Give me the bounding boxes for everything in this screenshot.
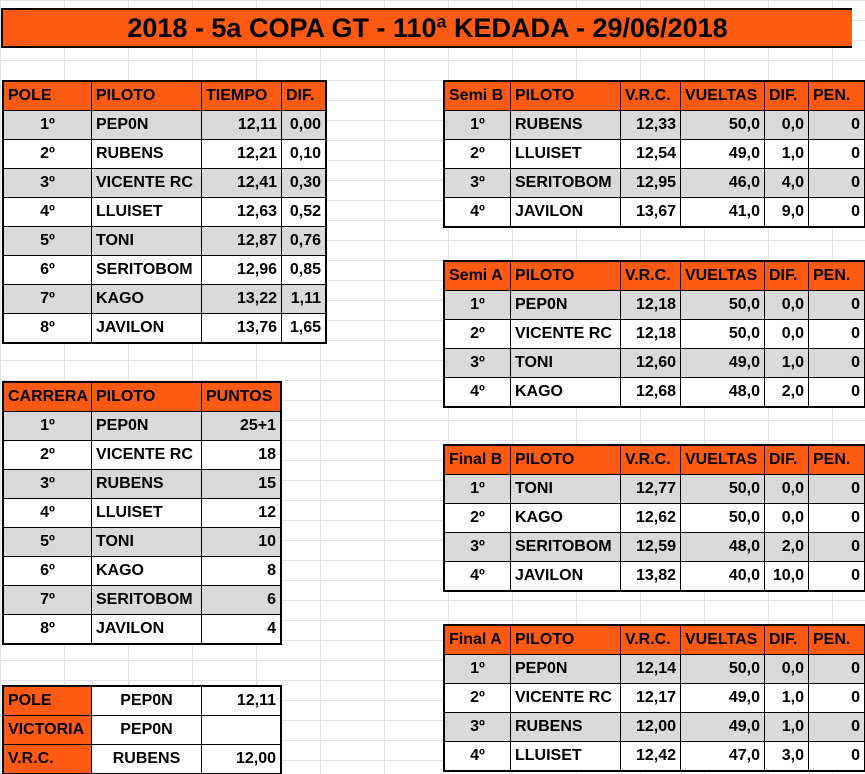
- table-row: [445, 140, 865, 169]
- column-header-laps: VUELTAS: [681, 626, 765, 655]
- cell-laps: 50,0: [681, 320, 765, 349]
- cell-vrc: 13,67: [621, 198, 681, 227]
- cell-diff: 0,10: [282, 140, 326, 169]
- cell-vrc: 12,95: [621, 169, 681, 198]
- summary-row: [4, 687, 281, 716]
- column-header-vrc: V.R.C.: [621, 262, 681, 291]
- cell-driver: PEP0N: [92, 412, 202, 441]
- header-row: [445, 82, 865, 111]
- cell-penalty: 0: [809, 475, 865, 504]
- cell-diff: 4,0: [765, 169, 809, 198]
- cell-time: 12,41: [202, 169, 282, 198]
- cell-laps: 49,0: [681, 713, 765, 742]
- cell-driver: RUBENS: [92, 470, 202, 499]
- cell-laps: 50,0: [681, 475, 765, 504]
- cell-driver: TONI: [511, 349, 621, 378]
- cell-laps: 50,0: [681, 111, 765, 140]
- cell-vrc: 12,17: [621, 684, 681, 713]
- column-header-position: POLE: [4, 82, 92, 111]
- cell-diff: 0,0: [765, 320, 809, 349]
- cell-laps: 46,0: [681, 169, 765, 198]
- cell-driver: TONI: [511, 475, 621, 504]
- cell-position: 6º: [4, 256, 92, 285]
- cell-position: 4º: [4, 198, 92, 227]
- table-row: [4, 198, 326, 227]
- cell-points: 4: [202, 615, 281, 644]
- summary-table: [3, 686, 281, 774]
- cell-time: 12,63: [202, 198, 282, 227]
- column-header-position: CARRERA: [4, 383, 92, 412]
- cell-penalty: 0: [809, 655, 865, 684]
- column-header-vrc: V.R.C.: [621, 82, 681, 111]
- cell-laps: 40,0: [681, 562, 765, 591]
- cell-position: 1º: [445, 111, 511, 140]
- cell-laps: 47,0: [681, 742, 765, 771]
- cell-driver: PEP0N: [511, 291, 621, 320]
- table-row: [4, 111, 326, 140]
- cell-position: 2º: [445, 320, 511, 349]
- cell-diff: 0,0: [765, 475, 809, 504]
- cell-driver: VICENTE RC: [511, 320, 621, 349]
- table-row: [4, 615, 281, 644]
- table-row: [4, 285, 326, 314]
- summary-row: [4, 716, 281, 745]
- cell-diff: 1,0: [765, 349, 809, 378]
- cell-diff: 1,0: [765, 140, 809, 169]
- cell-points: 25+1: [202, 412, 281, 441]
- cell-penalty: 0: [809, 504, 865, 533]
- header-row: [445, 446, 865, 475]
- cell-laps: 49,0: [681, 349, 765, 378]
- cell-laps: 41,0: [681, 198, 765, 227]
- cell-diff: 1,11: [282, 285, 326, 314]
- cell-laps: 48,0: [681, 378, 765, 407]
- cell-driver: JAVILON: [92, 314, 202, 343]
- column-header-laps: VUELTAS: [681, 262, 765, 291]
- cell-points: 6: [202, 586, 281, 615]
- table-row: [4, 227, 326, 256]
- summary-label: VICTORIA: [4, 716, 92, 745]
- cell-vrc: 12,18: [621, 320, 681, 349]
- table-row: [445, 198, 865, 227]
- table-row: [445, 475, 865, 504]
- carrera-table: [3, 382, 281, 644]
- cell-time: 13,22: [202, 285, 282, 314]
- cell-position: 4º: [4, 499, 92, 528]
- table-row: [4, 441, 281, 470]
- cell-driver: VICENTE RC: [511, 684, 621, 713]
- cell-penalty: 0: [809, 562, 865, 591]
- header-row: [445, 262, 865, 291]
- column-header-driver: PILOTO: [511, 626, 621, 655]
- cell-diff: 2,0: [765, 533, 809, 562]
- cell-time: 12,87: [202, 227, 282, 256]
- cell-points: 8: [202, 557, 281, 586]
- column-header-position: Semi A: [445, 262, 511, 291]
- final-a-table: [444, 625, 865, 771]
- cell-driver: RUBENS: [511, 111, 621, 140]
- cell-diff: 0,76: [282, 227, 326, 256]
- summary-driver: RUBENS: [92, 745, 202, 774]
- cell-diff: 0,00: [282, 111, 326, 140]
- semi-a-table-body: [445, 262, 865, 407]
- cell-position: 2º: [445, 504, 511, 533]
- table-row: [4, 586, 281, 615]
- cell-vrc: 12,00: [621, 713, 681, 742]
- cell-diff: 0,0: [765, 655, 809, 684]
- cell-driver: SERITOBOM: [511, 169, 621, 198]
- cell-position: 2º: [445, 684, 511, 713]
- table-row: [4, 470, 281, 499]
- cell-driver: KAGO: [511, 504, 621, 533]
- cell-driver: RUBENS: [511, 713, 621, 742]
- summary-value: 12,00: [202, 745, 281, 774]
- cell-driver: TONI: [92, 528, 202, 557]
- summary-value: [202, 716, 281, 745]
- cell-driver: PEP0N: [511, 655, 621, 684]
- cell-driver: KAGO: [511, 378, 621, 407]
- cell-penalty: 0: [809, 533, 865, 562]
- cell-penalty: 0: [809, 742, 865, 771]
- cell-vrc: 12,14: [621, 655, 681, 684]
- cell-penalty: 0: [809, 111, 865, 140]
- cell-position: 2º: [4, 441, 92, 470]
- column-header-vrc: V.R.C.: [621, 446, 681, 475]
- table-row: [445, 169, 865, 198]
- cell-points: 15: [202, 470, 281, 499]
- cell-vrc: 12,54: [621, 140, 681, 169]
- cell-time: 12,96: [202, 256, 282, 285]
- cell-diff: 9,0: [765, 198, 809, 227]
- cell-driver: VICENTE RC: [92, 169, 202, 198]
- cell-points: 10: [202, 528, 281, 557]
- cell-position: 4º: [445, 562, 511, 591]
- table-row: [445, 562, 865, 591]
- column-header-driver: PILOTO: [511, 262, 621, 291]
- table-row: [445, 742, 865, 771]
- cell-laps: 50,0: [681, 291, 765, 320]
- cell-position: 3º: [445, 713, 511, 742]
- column-header-penalty: PEN.: [809, 446, 865, 475]
- cell-laps: 49,0: [681, 140, 765, 169]
- cell-vrc: 12,18: [621, 291, 681, 320]
- cell-diff: 0,85: [282, 256, 326, 285]
- cell-driver: PEP0N: [92, 111, 202, 140]
- cell-driver: SERITOBOM: [92, 586, 202, 615]
- cell-driver: SERITOBOM: [511, 533, 621, 562]
- table-row: [445, 655, 865, 684]
- column-header-diff: DIF.: [765, 446, 809, 475]
- cell-penalty: 0: [809, 169, 865, 198]
- column-header-penalty: PEN.: [809, 626, 865, 655]
- cell-time: 12,11: [202, 111, 282, 140]
- summary-driver: PEP0N: [92, 716, 202, 745]
- cell-vrc: 12,68: [621, 378, 681, 407]
- cell-diff: 1,65: [282, 314, 326, 343]
- summary-driver: PEP0N: [92, 687, 202, 716]
- cell-position: 4º: [445, 198, 511, 227]
- cell-driver: JAVILON: [511, 562, 621, 591]
- table-row: [445, 684, 865, 713]
- column-header-time: TIEMPO: [202, 82, 282, 111]
- cell-laps: 50,0: [681, 655, 765, 684]
- cell-position: 8º: [4, 314, 92, 343]
- table-row: [4, 256, 326, 285]
- cell-driver: KAGO: [92, 285, 202, 314]
- table-row: [4, 557, 281, 586]
- cell-position: 4º: [445, 378, 511, 407]
- cell-position: 3º: [4, 169, 92, 198]
- table-row: [4, 140, 326, 169]
- cell-driver: VICENTE RC: [92, 441, 202, 470]
- semi-b-table-body: [445, 82, 865, 227]
- cell-penalty: 0: [809, 349, 865, 378]
- table-row: [445, 504, 865, 533]
- final-a-table-body: [445, 626, 865, 771]
- cell-laps: 50,0: [681, 504, 765, 533]
- column-header-position: Final A: [445, 626, 511, 655]
- summary-value: 12,11: [202, 687, 281, 716]
- cell-position: 1º: [4, 111, 92, 140]
- cell-diff: 0,0: [765, 291, 809, 320]
- cell-vrc: 12,42: [621, 742, 681, 771]
- column-header-diff: DIF.: [765, 262, 809, 291]
- table-row: [445, 349, 865, 378]
- column-header-diff: DIF.: [765, 626, 809, 655]
- cell-laps: 48,0: [681, 533, 765, 562]
- cell-position: 3º: [445, 533, 511, 562]
- header-row: [4, 82, 326, 111]
- summary-table-body: [4, 687, 281, 774]
- column-header-points: PUNTOS: [202, 383, 281, 412]
- cell-position: 1º: [445, 655, 511, 684]
- cell-driver: JAVILON: [511, 198, 621, 227]
- cell-position: 1º: [445, 475, 511, 504]
- table-row: [4, 314, 326, 343]
- final-b-table: [444, 445, 865, 591]
- cell-diff: 1,0: [765, 713, 809, 742]
- summary-label: V.R.C.: [4, 745, 92, 774]
- cell-diff: 10,0: [765, 562, 809, 591]
- column-header-laps: VUELTAS: [681, 82, 765, 111]
- table-row: [445, 111, 865, 140]
- cell-diff: 2,0: [765, 378, 809, 407]
- sheet-title: 2018 - 5a COPA GT - 110ª KEDADA - 29/06/2018: [1, 8, 852, 48]
- table-row: [445, 291, 865, 320]
- column-header-position: Semi B: [445, 82, 511, 111]
- cell-position: 1º: [4, 412, 92, 441]
- cell-position: 7º: [4, 285, 92, 314]
- cell-laps: 49,0: [681, 684, 765, 713]
- cell-position: 5º: [4, 528, 92, 557]
- cell-diff: 0,52: [282, 198, 326, 227]
- cell-position: 8º: [4, 615, 92, 644]
- column-header-penalty: PEN.: [809, 82, 865, 111]
- cell-penalty: 0: [809, 378, 865, 407]
- cell-points: 12: [202, 499, 281, 528]
- cell-time: 13,76: [202, 314, 282, 343]
- cell-position: 5º: [4, 227, 92, 256]
- cell-diff: 1,0: [765, 684, 809, 713]
- pole-table-body: [4, 82, 326, 343]
- column-header-diff: DIF.: [282, 82, 326, 111]
- cell-driver: KAGO: [92, 557, 202, 586]
- column-header-driver: PILOTO: [511, 82, 621, 111]
- table-row: [445, 320, 865, 349]
- table-row: [4, 412, 281, 441]
- cell-vrc: 13,82: [621, 562, 681, 591]
- cell-diff: 0,0: [765, 111, 809, 140]
- cell-position: 6º: [4, 557, 92, 586]
- cell-position: 2º: [445, 140, 511, 169]
- cell-driver: LLUISET: [511, 140, 621, 169]
- cell-vrc: 12,62: [621, 504, 681, 533]
- cell-driver: RUBENS: [92, 140, 202, 169]
- cell-driver: TONI: [92, 227, 202, 256]
- cell-position: 7º: [4, 586, 92, 615]
- column-header-laps: VUELTAS: [681, 446, 765, 475]
- cell-penalty: 0: [809, 291, 865, 320]
- table-row: [4, 499, 281, 528]
- cell-diff: 0,30: [282, 169, 326, 198]
- semi-b-table: [444, 81, 865, 227]
- cell-driver: LLUISET: [92, 198, 202, 227]
- column-header-driver: PILOTO: [92, 82, 202, 111]
- cell-vrc: 12,59: [621, 533, 681, 562]
- cell-driver: LLUISET: [511, 742, 621, 771]
- column-header-diff: DIF.: [765, 82, 809, 111]
- column-header-driver: PILOTO: [511, 446, 621, 475]
- carrera-table-body: [4, 383, 281, 644]
- cell-vrc: 12,33: [621, 111, 681, 140]
- semi-a-table: [444, 261, 865, 407]
- pole-table: [3, 81, 326, 343]
- cell-penalty: 0: [809, 684, 865, 713]
- cell-position: 2º: [4, 140, 92, 169]
- summary-row: [4, 745, 281, 774]
- header-row: [4, 383, 281, 412]
- table-row: [4, 169, 326, 198]
- cell-penalty: 0: [809, 198, 865, 227]
- cell-points: 18: [202, 441, 281, 470]
- column-header-penalty: PEN.: [809, 262, 865, 291]
- cell-driver: JAVILON: [92, 615, 202, 644]
- table-row: [445, 713, 865, 742]
- final-b-table-body: [445, 446, 865, 591]
- cell-position: 1º: [445, 291, 511, 320]
- cell-position: 3º: [445, 169, 511, 198]
- column-header-vrc: V.R.C.: [621, 626, 681, 655]
- cell-time: 12,21: [202, 140, 282, 169]
- cell-diff: 3,0: [765, 742, 809, 771]
- column-header-position: Final B: [445, 446, 511, 475]
- cell-position: 3º: [445, 349, 511, 378]
- cell-position: 3º: [4, 470, 92, 499]
- column-header-driver: PILOTO: [92, 383, 202, 412]
- cell-diff: 0,0: [765, 504, 809, 533]
- summary-label: POLE: [4, 687, 92, 716]
- cell-driver: LLUISET: [92, 499, 202, 528]
- header-row: [445, 626, 865, 655]
- cell-position: 4º: [445, 742, 511, 771]
- cell-penalty: 0: [809, 713, 865, 742]
- table-row: [445, 378, 865, 407]
- table-row: [4, 528, 281, 557]
- table-row: [445, 533, 865, 562]
- cell-vrc: 12,60: [621, 349, 681, 378]
- cell-vrc: 12,77: [621, 475, 681, 504]
- cell-penalty: 0: [809, 140, 865, 169]
- cell-penalty: 0: [809, 320, 865, 349]
- cell-driver: SERITOBOM: [92, 256, 202, 285]
